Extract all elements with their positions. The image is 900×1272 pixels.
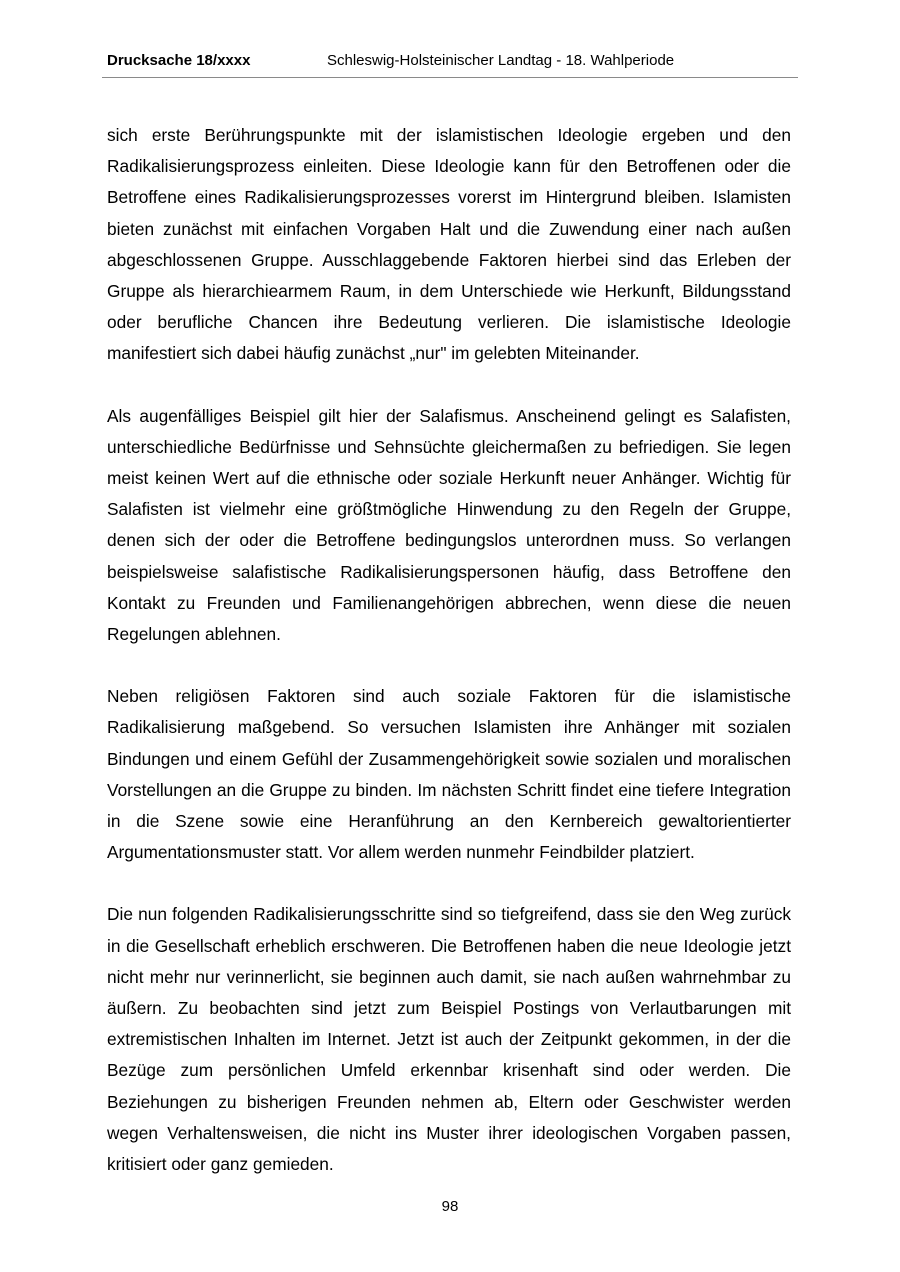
paragraph-4: Die nun folgenden Radikalisierungsschritte sind so tiefgreifend, dass sie den Weg zurück in die Gesellschaft erheblich erschweren. Die Betroffenen haben die neue Ideologie jetzt nicht mehr nur verinnerlicht, sie beginnen auch damit, sie nach außen wahrnehmbar zu äußern. Zu beobachten sind jetzt zum Beispiel Postings von Verlautbarungen mit extremistischen Inhalten im Internet. Jetzt ist auch der Zeitpunkt gekommen, in der die Bezüge zum persönlichen Umfeld erkennbar krisenhaft sind oder werden. Die Beziehungen zu bisherigen Freunden nehmen ab, Eltern oder Geschwister werden wegen Verhaltensweisen, die nicht ins Muster ihrer ideologischen Vorgaben passen, kritisiert oder ganz gemieden. bbox=[107, 904, 791, 1175]
document-number: Drucksache 18/xxxx bbox=[107, 52, 251, 69]
paragraph-1: sich erste Berührungspunkte mit der islamistischen Ideologie ergeben und den Radikalisierungsprozess einleiten. Diese Ideologie kann für den Betroffenen oder die Betroffene eines Radikalisierungsprozesses vorerst im Hintergrund bleiben. Islamisten bieten zunächst mit einfachen Vorgaben Halt und die Zuwendung einer nach außen abgeschlossenen Gruppe. Ausschlaggebende Faktoren hierbei sind das Erleben der Gruppe als hierarchiearmem Raum, in dem Unterschiede wie Herkunft, Bildungsstand oder berufliche Chancen ihre Bedeutung verlieren. Die islamistische Ideologie manifestiert sich dabei häufig zunächst „nur" im gelebten Miteinander. bbox=[107, 125, 791, 364]
page-number: 98 bbox=[441, 1198, 459, 1215]
paragraph-3: Neben religiösen Faktoren sind auch soziale Faktoren für die islamistische Radikalisierung maßgebend. So versuchen Islamisten ihre Anhänger mit sozialen Bindungen und einem Gefühl der Zusammengehörigkeit sowie sozialen und moralischen Vorstellungen an die Gruppe zu binden. Im nächsten Schritt findet eine tiefere Integration in die Szene sowie eine Heranführung an den Kernbereich gewaltorientierter Argumentationsmuster statt. Vor allem werden nunmehr Feindbilder platziert. bbox=[107, 686, 791, 863]
paragraph-2: Als augenfälliges Beispiel gilt hier der Salafismus. Anscheinend gelingt es Salafisten, unterschiedliche Bedürfnisse und Sehnsüchte gleichermaßen zu befriedigen. Sie legen meist keinen Wert auf die ethnische oder soziale Herkunft neuer Anhänger. Wichtig für Salafisten ist vielmehr eine größtmögliche Hinwendung zu den Regeln der Gruppe, denen sich der oder die Betroffene bedingungslos unterordnen muss. So verlangen beispielsweise salafistische Radikalisierungspersonen häufig, dass Betroffene den Kontakt zu Freunden und Familienangehörigen abbrechen, wenn diese die neuen Regelungen ablehnen. bbox=[107, 405, 791, 645]
header-title: Schleswig-Holsteinischer Landtag - 18. Wahlperiode bbox=[327, 52, 675, 69]
body-text bbox=[107, 120, 791, 1211]
page-header bbox=[102, 52, 798, 78]
